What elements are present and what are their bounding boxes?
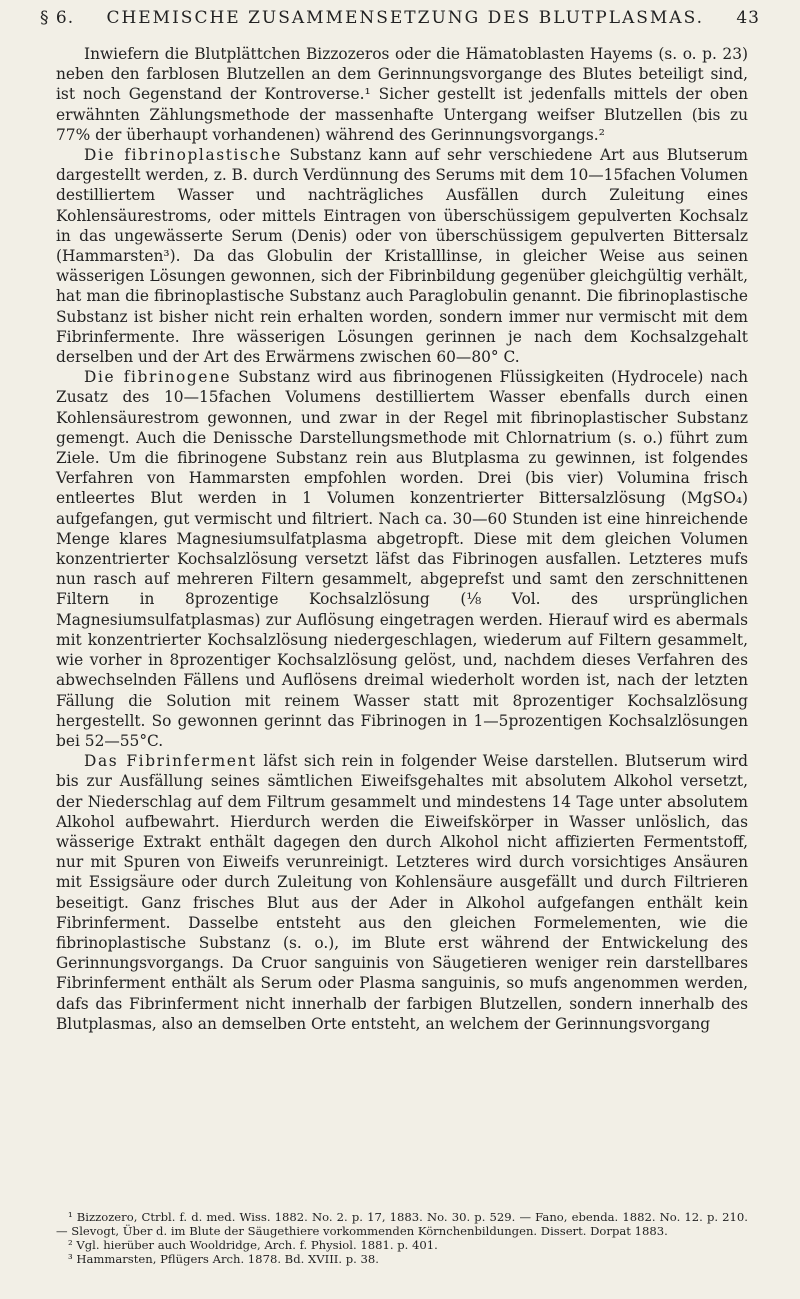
paragraph-fibrin-ferment: Das Fibrinferment läfst sich rein in folgender Weise darstellen. Blutserum wird bis zur Ausfällung seines sämtlichen Eiweifsgehaltes mit absolutem Alkohol versetzt, der Niederschlag auf dem Filtrum gesammelt und mindestens 14 Tage unter absolutem Alkohol aufbewahrt. Hierdurch werden die Eiweifskörper in Wasser unlöslich, das wässerige Extrakt enthält dagegen den durch Alkohol nicht affizierten Fermentstoff, nur mit Spuren von Eiweifs verunreinigt. Letzteres wird durch vorsichtiges Ansäuren mit Essigsäure oder durch Zuleitung von Kohlensäure ausgefällt und durch Filtrieren beseitigt. Ganz frisches Blut aus der Ader in Alkohol aufgefangen enthält kein Fibrinferment. Dasselbe entsteht aus den gleichen Formelementen, wie die fibrinoplastische Substanz (s. o.), im Blute erst während der Entwickelung des Gerinnungsvorgangs. Da Cruor sanguinis von Säugetieren weniger rein darstellbares Fibrinferment enthält als Serum oder Plasma sanguinis, so mufs angenommen werden, dafs das Fibrinferment nicht innerhalb der farbigen Blutzellen, sondern innerhalb des Blutplasmas, also an demselben Orte entsteht, an welchem der Gerinnungsvorgang	[56, 752, 748, 1033]
footnotes	[56, 1210, 748, 1266]
paragraph-platelets: Inwiefern die Blutplättchen Bizzozeros oder die Hämatoblasten Hayems (s. o. p. 23) neben den farblosen Blutzellen an dem Gerinnungsvorgange des Blutes beteiligt sind, ist noch Gegenstand der Kontroverse.¹ Sicher gestellt ist jedenfalls mittels der oben erwähnten Zählungsmethode der massenhafte Untergang weifser Blutzellen (bis zu 77% der überhaupt vorhandenen) während des Gerinnungsvorgangs.²	[56, 45, 748, 144]
footnote-2: ² Vgl. hierüber auch Wooldridge, Arch. f. Physiol. 1881. p. 401.	[68, 1238, 438, 1252]
paragraph-lead-term: Die fibrinogene	[84, 368, 232, 387]
paragraph-lead-term: Die fibrinoplastische	[84, 146, 282, 165]
running-header	[40, 8, 760, 34]
section-number: § 6.	[40, 8, 75, 28]
footnote-1: ¹ Bizzozero, Ctrbl. f. d. med. Wiss. 1882. No. 2. p. 17, 1883. No. 30. p. 529. — Fano, ebenda. 1882. No. 12. p. 210. — Slevogt, Über d. im Blute der Säugethiere vorkommenden Körnchenbildungen. Dissert. Dorpat 1883.	[56, 1210, 748, 1238]
running-title: CHEMISCHE ZUSAMMENSETZUNG DES BLUTPLASMAS.	[106, 8, 705, 28]
paragraph-fibrinogen: Die fibrinogene Substanz wird aus fibrinogenen Flüssigkeiten (Hydrocele) nach Zusatz des 10—15fachen Volumens destilliertem Wasser ebenfalls durch einen Kohlensäurestrom gewonnen, und zwar in der Regel mit fibrinoplastischer Substanz gemengt. Auch die Denissche Darstellungsmethode mit Chlornatrium (s. o.) führt zum Ziele. Um die fibrinogene Substanz rein aus Blutplasma zu gewinnen, ist folgendes Verfahren von Hammarsten empfohlen worden. Drei (bis vier) Volumina frisch entleertes Blut werden in 1 Volumen konzentrierter Bittersalzlösung (MgSO₄) aufgefangen, gut vermischt und filtriert. Nach ca. 30—60 Stunden ist eine hinreichende Menge klares Magnesiumsulfatplasma abgetropft. Diese mit dem gleichen Volumen konzentrierter Kochsalzlösung versetzt läfst das Fibrinogen ausfallen. Letzteres mufs nun rasch auf mehreren Filtern gesammelt, abgeprefst und samt den zerschnittenen Filtern in 8prozentige Kochsalzlösung (⅛ Vol. des ursprünglichen Magnesiumsulfatplasmas) zur Auflösung eingetragen werden. Hierauf wird es abermals mit konzentrierter Kochsalzlösung niedergeschlagen, wiederum auf Filtern gesammelt, wie vorher in 8prozentiger Kochsalzlösung gelöst, und, nachdem dieses Verfahren des abwechselnden Fällens und Auflösens dreimal wiederholt worden ist, nach der letzten Fällung die Solution mit reinem Wasser statt mit 8prozentiger Kochsalzlösung hergestellt. So gewonnen gerinnt das Fibrinogen in 1—5prozentigen Kochsalzlösungen bei 52—55°C.	[56, 368, 749, 750]
paragraph-lead-term: Das Fibrinferment	[84, 752, 257, 771]
footnote-3: ³ Hammarsten, Pflügers Arch. 1878. Bd. XVIII. p. 38.	[68, 1252, 379, 1266]
paragraph-fibrinoplastic: Die fibrinoplastische Substanz kann auf sehr verschiedene Art aus Blutserum dargestellt werden, z. B. durch Verdünnung des Serums mit dem 10—15fachen Volumen destilliertem Wasser und nachträgliches Ausfällen durch Zuleitung eines Kohlensäurestroms, oder mittels Eintragen von überschüssigem gepulverten Kochsalz in das ungewässerte Serum (Denis) oder von überschüssigem gepulverten Bittersalz (Hammarsten³). Da das Globulin der Kristalllinse, in gleicher Weise aus seinen wässerigen Lösungen gewonnen, sich der Fibrinbildung gegenüber gleichgültig verhält, hat man die fibrinoplastische Substanz auch Paraglobulin genannt. Die fibrinoplastische Substanz ist bisher nicht rein erhalten worden, sondern immer nur vermischt mit dem Fibrinfermente. Ihre wässerigen Lösungen gerinnen je nach dem Kochsalzgehalt derselben und der Art des Erwärmens zwischen 60—80° C.	[56, 146, 748, 367]
body-text	[56, 44, 748, 1034]
page-number: 43	[736, 8, 760, 28]
